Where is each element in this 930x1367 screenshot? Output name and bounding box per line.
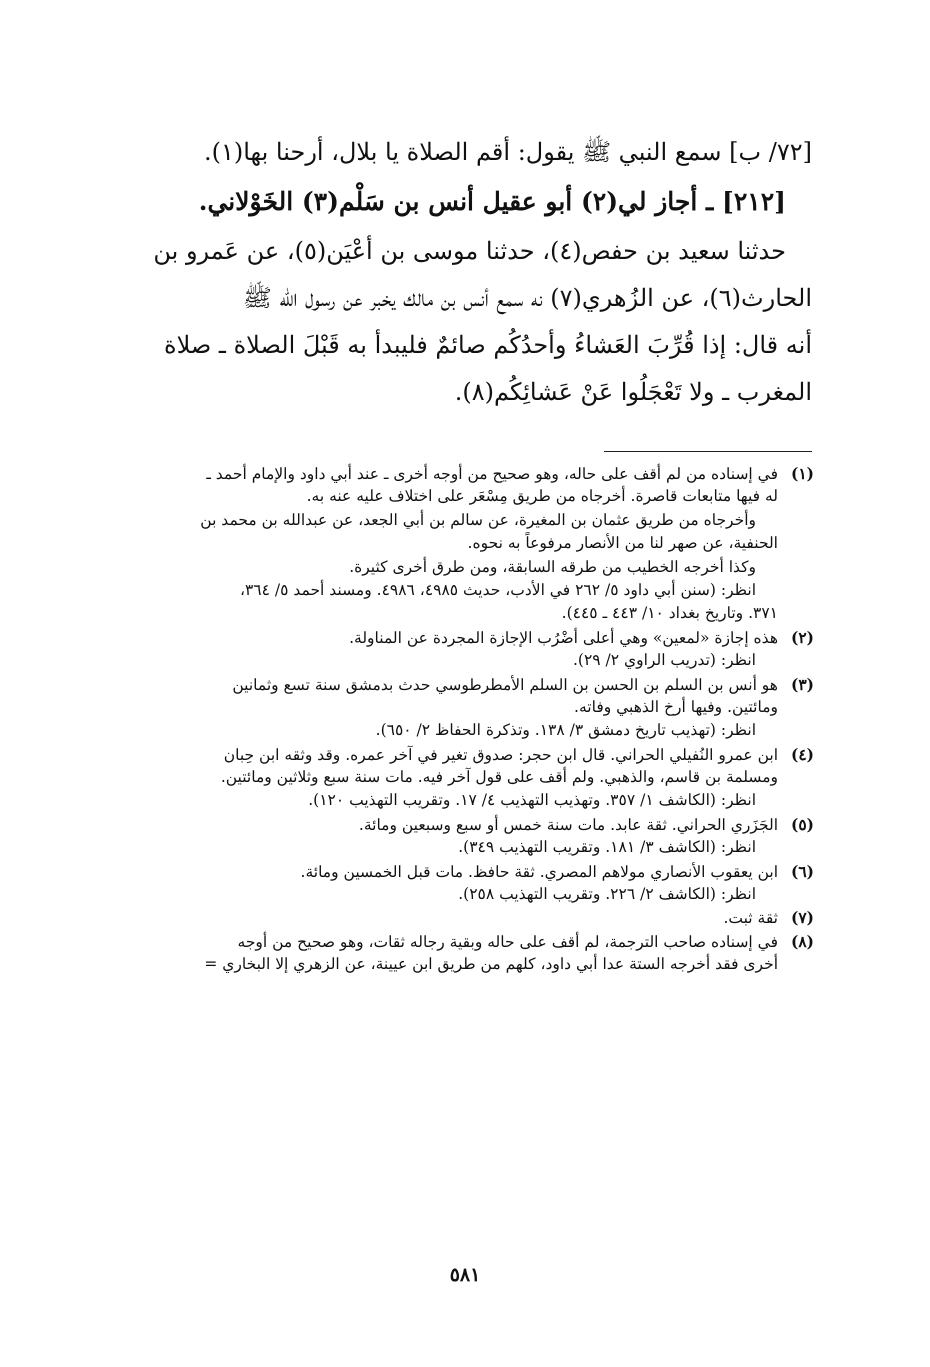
footnote-line: [114, 673, 814, 696]
footnote-number: (٨): [790, 931, 814, 951]
footnote-text: الحنفية، عن صهر لنا من الأنصار مرفوعاً به نحوه.: [467, 534, 778, 553]
footnote-line: [114, 953, 814, 976]
main-line: أنه قال: إذا قُرِّبَ العَشاءُ وأحدُكُم صائمٌ فليبدأ به قَبْلَ الصلاة ـ صلاة: [164, 331, 812, 359]
footnote-text: في إسناده من لم أقف على حاله، وهو صحيح من أوجه أخرى ـ عند أبي داود والإمام أحمد ـ: [206, 465, 778, 483]
footnote-number: (٥): [790, 814, 814, 834]
footnote-text: ومسلمة بن قاسم، والذهبي. ولم أقف على قول آخر فيه. مات سنة سبع وثلاثين ومائتين.: [220, 768, 778, 787]
footnote-line: [114, 649, 814, 672]
footnote-line: [114, 579, 814, 602]
footnote-line: [114, 743, 814, 766]
footnote-line: [114, 883, 814, 906]
footnote-text: انظر: (سنن أبي داود ٥/ ٢٦٢ في الأدب، حديث ٤٩٨٥، ٤٩٨٦. ومسند أحمد ٥/ ٣٦٤،: [239, 580, 756, 599]
footnote-text: انظر: (الكاشف ٢/ ٢٢٦. وتقريب التهذيب ٢٥٨).: [458, 885, 756, 904]
footnote-line: [114, 696, 814, 719]
footnote-text: انظر: (الكاشف ١/ ٣٥٧. وتهذيب التهذيب ٤/ ١٧. وتقريب التهذيب ١٢٠).: [308, 791, 756, 810]
footnote-line: [114, 532, 814, 555]
footnote-text: أخرى فقد أخرجه الستة عدا أبي داود، كلهم من طريق ابن عيينة، عن الزهري إلا البخاري =: [204, 955, 778, 974]
footnote-line: [114, 462, 814, 485]
footnote-line: [114, 602, 814, 625]
footnote-line: [114, 766, 814, 789]
main-line: حدثنا سعيد بن حفص(٤)، حدثنا موسى بن أعْيَن(٥)، عن عَمرو بن: [153, 237, 786, 265]
footnote-number: (٦): [790, 861, 814, 881]
footnotes: [114, 462, 814, 977]
footnote-text: ثقة ثبت.: [723, 909, 778, 928]
footnote-line: [114, 860, 814, 883]
footnote-text: ابن يعقوب الأنصاري مولاهم المصري. ثقة حافظ. مات قبل الخمسين ومائة.: [300, 862, 778, 881]
footnote-text: انظر: (تهذيب تاريخ دمشق ٣/ ١٣٨. وتذكرة الحفاظ ٢/ ٦٥٠).: [375, 721, 756, 740]
footnote-number: (١): [790, 464, 814, 483]
footnote-number: (٧): [790, 908, 814, 928]
footnote-number: (٤): [790, 744, 814, 764]
footnote-line: [114, 789, 814, 812]
footnote-text: انظر: (تدريب الراوي ٢/ ٢٩).: [572, 651, 756, 670]
footnote-text: الجَزَري الحراني. ثقة عابد. مات سنة خمس أو سبع وسبعين ومائة.: [358, 815, 778, 834]
footnote-text: انظر: (الكاشف ٣/ ١٨١. وتقريب التهذيب ٣٤٩).: [458, 838, 756, 857]
footnote-line: [114, 485, 814, 508]
hadith-heading: [٢١٢] ـ أجاز لي(٢) أبو عقيل أنس بن سَلْم(٣) الخَوْلاني.: [198, 187, 786, 216]
footnote-text: هو أنس بن السلم بن الحسن بن السلم الأمطرطوسي حدث بدمشق سنة تسع وثمانين: [232, 675, 778, 694]
footnote-text: ومائتين. وفيها أرخ الذهبي وفاته.: [574, 697, 778, 716]
footnote-text: وأخرجاه من طريق عثمان بن المغيرة، عن سالم بن أبي الجعد، عن عبدالله بن محمد بن: [200, 510, 756, 529]
footnote-text: وكذا أخرجه الخطيب من طرقه السابقة، ومن طرق أخرى كثيرة.: [349, 557, 756, 576]
footnote-text: له فيها متابعات قاصرة. أخرجاه من طريق مِسْعَر على اختلاف عليه عنه به.: [306, 487, 778, 506]
footnote-text: هذه إجازة «لمعين» وهي أعلى أضْرُب الإجازة المجردة عن المناولة.: [349, 628, 778, 647]
main-line: المغرب ـ ولا تَعْجَلُوا عَنْ عَشائِكُم(٨).: [454, 378, 812, 406]
footnote-line: [114, 509, 814, 532]
footnote-line: [114, 813, 814, 836]
footnote-line: [114, 906, 814, 929]
footnote-line: [114, 930, 814, 953]
footnote-number: (٢): [790, 627, 814, 647]
footnote-text: ابن عمرو النُفيلي الحراني. قال ابن حجر: صدوق تغير في آخر عمره. وقد وثقه ابن حِبان: [223, 745, 778, 764]
footnote-number: (٣): [790, 674, 814, 694]
main-line: الحارث(٦)، عن الزُهري(٧) نه سمع أنس بن مالك يخبر عن رسول الله ﷺ: [242, 284, 812, 312]
main-text: [118, 128, 812, 416]
page-number: ٥٨١: [449, 1264, 481, 1286]
main-line: [٧٢/ ب] سمع النبي ﷺ يقول: أقم الصلاة يا بلال، أرحنا بها(١).: [203, 138, 812, 166]
footnote-line: [114, 719, 814, 742]
footnote-line: [114, 626, 814, 649]
footnote-line: [114, 836, 814, 859]
footnote-separator: [604, 451, 812, 452]
footnote-text: في إسناده صاحب الترجمة، لم أقف على حاله وبقية رجاله ثقات، وهو صحيح من أوجه: [237, 932, 778, 951]
footnote-text: ٣٧١. وتاريخ بغداد ١٠/ ٤٤٣ ـ ٤٤٥).: [561, 604, 778, 623]
footnote-line: [114, 556, 814, 579]
